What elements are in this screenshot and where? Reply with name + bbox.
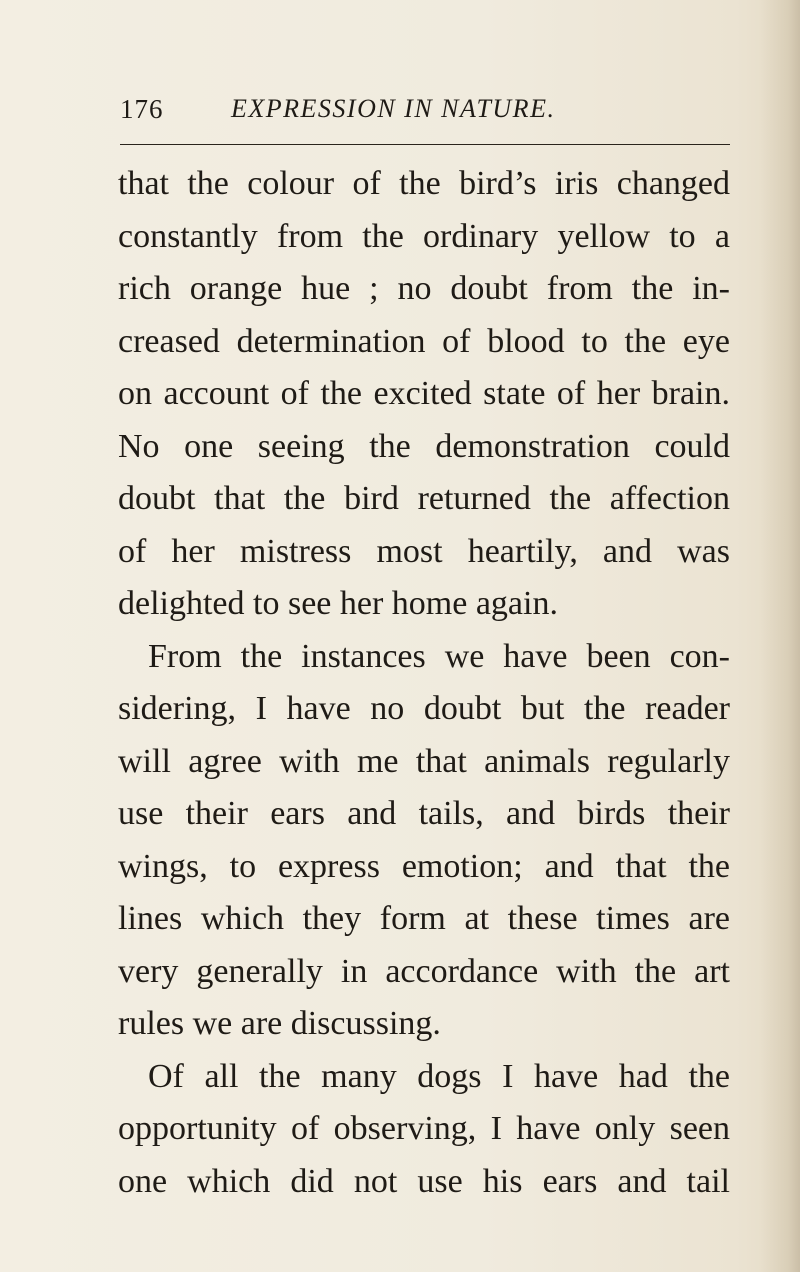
text-line: opportunity of observing, I have only seen	[118, 1110, 730, 1147]
text-line: constantly from the ordinary yellow to a	[118, 217, 730, 255]
page-edge-shadow	[760, 0, 800, 1272]
text-line: sidering, I have no doubt but the reader	[118, 690, 730, 727]
text-line: use their ears and tails, and birds their	[118, 795, 730, 832]
running-title: EXPRESSION IN NATURE.	[231, 94, 556, 123]
text-line: very generally in accordance with the art	[118, 952, 730, 990]
text-line: one which did not use his ears and tail	[118, 1162, 730, 1200]
text-line: creased determination of blood to the eye	[118, 322, 730, 360]
body-text	[118, 158, 730, 1208]
text-line: Of all the many dogs I have had the	[148, 1057, 730, 1095]
text-line: delighted to see her home again.	[118, 585, 558, 622]
text-line: wings, to express emotion; and that the	[118, 847, 730, 885]
page-number: 176	[120, 94, 164, 124]
text-line: No one seeing the demonstration could	[118, 427, 730, 465]
text-line: of her mistress most heartily, and was	[118, 532, 730, 570]
text-line: rules we are discussing.	[118, 1005, 441, 1042]
text-line: on account of the excited state of her brain.	[118, 375, 730, 412]
text-line: rich orange hue ; no doubt from the in-	[118, 270, 730, 307]
text-line: From the instances we have been con-	[148, 637, 730, 675]
text-line: doubt that the bird returned the affection	[118, 480, 730, 517]
text-line: that the colour of the bird’s iris changed	[118, 165, 730, 202]
text-line: lines which they form at these times are	[118, 900, 730, 937]
text-line: will agree with me that animals regularly	[118, 742, 730, 780]
header-rule	[120, 144, 730, 145]
running-head	[120, 94, 730, 134]
